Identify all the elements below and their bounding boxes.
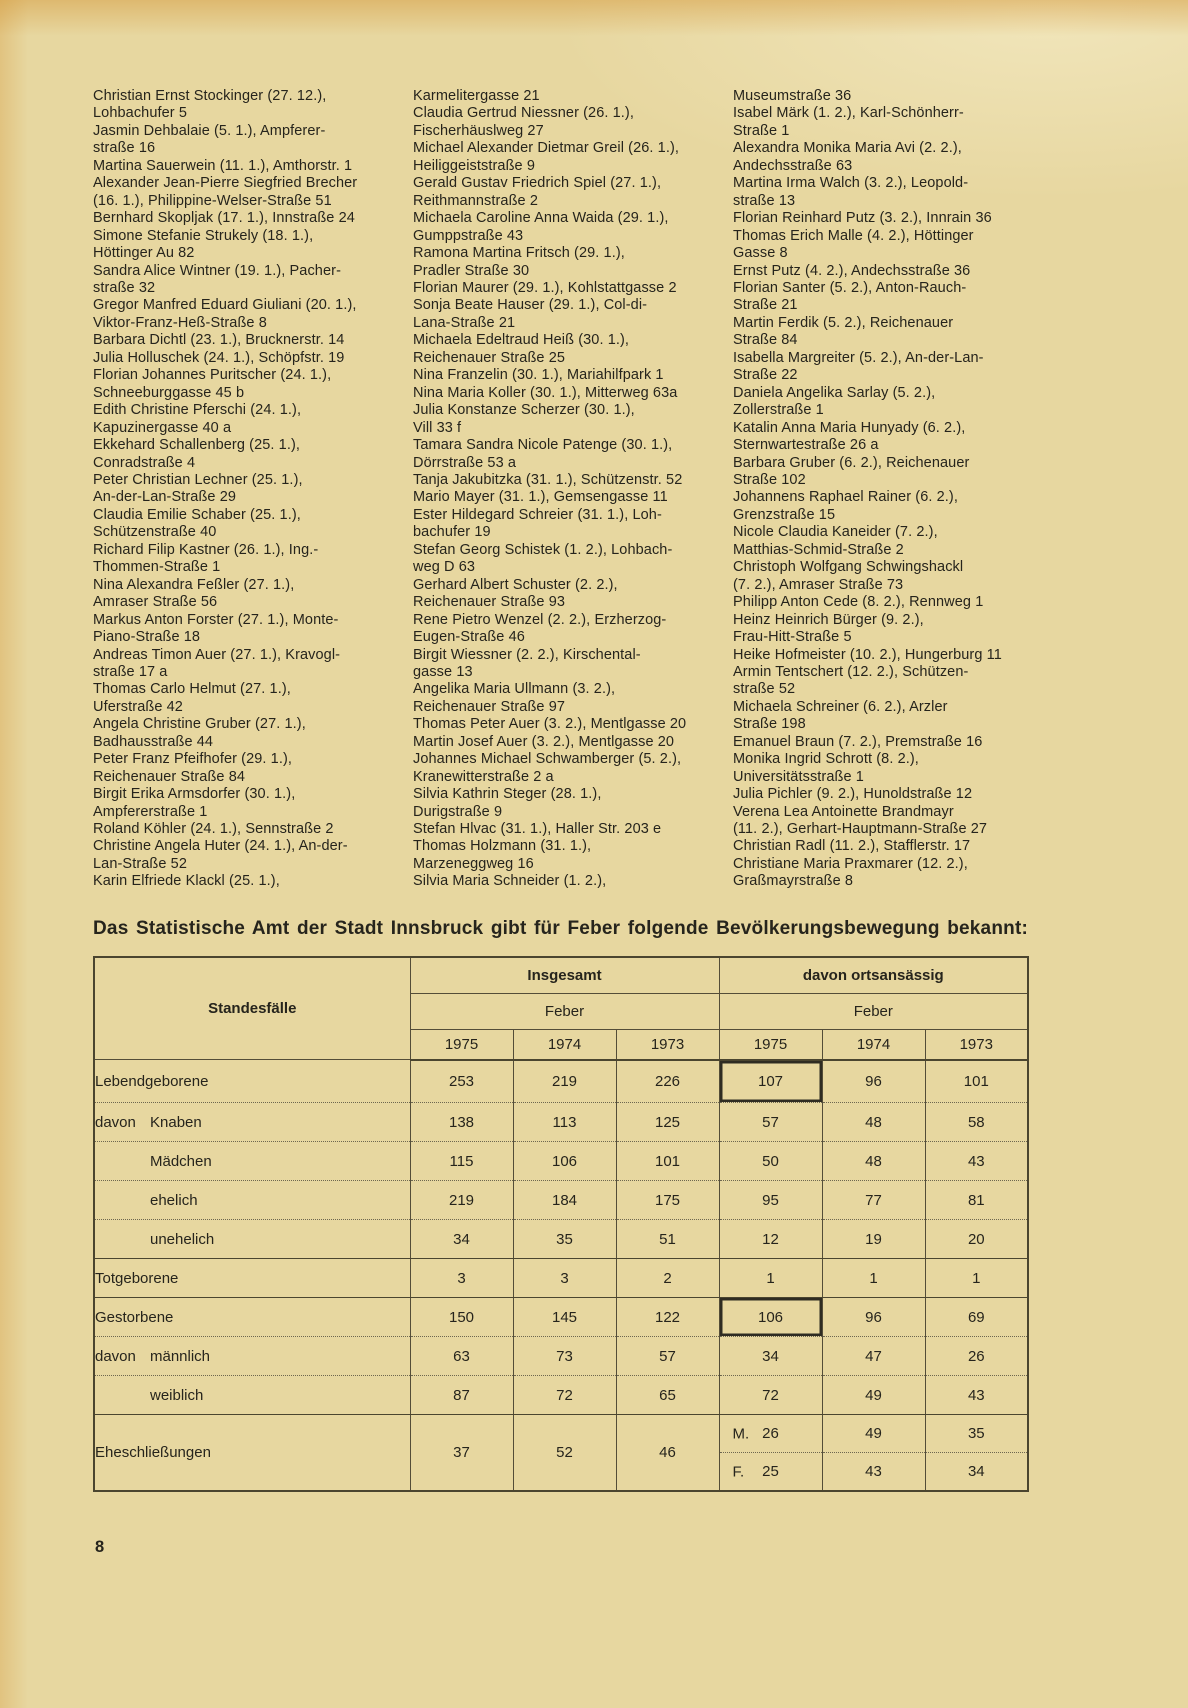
- stat-cell: 253: [410, 1060, 513, 1103]
- stat-cell: 101: [616, 1142, 719, 1181]
- entry-line: Angela Christine Gruber (27. 1.),: [93, 716, 306, 733]
- entry-line: Florian Johannes Puritscher (24. 1.),: [93, 367, 332, 384]
- entry-line: Tanja Jakubitzka (31. 1.), Schützenstr. 52: [413, 471, 683, 488]
- entry-line: Stefan Hlvac (31. 1.), Haller Str. 203 e: [413, 821, 662, 838]
- entry-line: Claudia Gertrud Niessner (26. 1.),: [413, 105, 634, 122]
- entry-line: Conradstraße 4: [93, 454, 196, 471]
- row-label-cell: [94, 1415, 410, 1491]
- entry-line: Lan-Straße 52: [93, 855, 187, 872]
- entry-line: Michaela Edeltraud Heiß (30. 1.),: [413, 332, 630, 349]
- header-row-groups: [94, 957, 1028, 994]
- row-label-cell: [94, 1376, 410, 1415]
- stat-cell: 175: [616, 1181, 719, 1220]
- table-row-totgeborene: [94, 1259, 1028, 1298]
- entry-line: Julia Pichler (9. 2.), Hunoldstraße 12: [733, 786, 973, 803]
- year-header: 1973: [925, 1030, 1028, 1060]
- row-label-cell: [94, 1298, 410, 1337]
- entry-line: Christine Angela Huter (24. 1.), An-der-: [93, 838, 348, 855]
- stat-cell: 52: [513, 1415, 616, 1491]
- row-label: Mädchen: [150, 1152, 212, 1170]
- entry-line: Ekkehard Schallenberg (25. 1.),: [93, 437, 301, 454]
- stat-cell: 43: [925, 1376, 1028, 1415]
- entry-line: An-der-Lan-Straße 29: [93, 489, 237, 506]
- names-column-2: [413, 88, 712, 891]
- entry-line: Heinz Heinrich Bürger (9. 2.),: [733, 611, 924, 628]
- entry-line: Museumstraße 36: [733, 88, 852, 104]
- stat-cell: 20: [925, 1220, 1028, 1259]
- entry-line: straße 16: [93, 140, 156, 157]
- stat-cell: 115: [410, 1142, 513, 1181]
- entry-line: Verena Lea Antoinette Brandmayr: [733, 803, 954, 820]
- birth-announcements-section: [93, 88, 1123, 891]
- row-label-cell: [94, 1060, 410, 1103]
- entry-line: Sternwartestraße 26 a: [733, 437, 879, 454]
- row-label-cell: [94, 1103, 410, 1142]
- entry-line: Sonja Beate Hauser (29. 1.), Col-di-: [413, 297, 648, 314]
- entry-line: Claudia Emilie Schaber (25. 1.),: [93, 506, 301, 523]
- table-row-maedchen: [94, 1142, 1028, 1181]
- entry-line: Kapuzinergasse 40 a: [93, 419, 232, 436]
- stat-cell: 57: [616, 1337, 719, 1376]
- year-header: 1973: [616, 1030, 719, 1060]
- entry-line: Simone Stefanie Strukely (18. 1.),: [93, 227, 314, 244]
- stat-cell: 47: [822, 1337, 925, 1376]
- female-tag: F.: [732, 1463, 745, 1481]
- stat-cell: 34: [719, 1337, 822, 1376]
- stat-cell: 12: [719, 1220, 822, 1259]
- entry-line: bachufer 19: [413, 524, 491, 541]
- stat-cell: 1: [925, 1259, 1028, 1298]
- entry-line: Kranewitterstraße 2 a: [413, 768, 554, 785]
- names-column-1: [93, 88, 392, 891]
- stat-cell-female: [719, 1453, 822, 1491]
- row-label-cell: [94, 1259, 410, 1298]
- entry-line: Straße 84: [733, 332, 798, 349]
- entry-line: Birgit Wiessner (2. 2.), Kirschental-: [413, 646, 641, 663]
- entry-line: Thomas Erich Malle (4. 2.), Höttinger: [733, 227, 974, 244]
- stat-cell: 69: [925, 1298, 1028, 1337]
- entry-line: Emanuel Braun (7. 2.), Premstraße 16: [733, 733, 983, 750]
- entry-line: Pradler Straße 30: [413, 262, 530, 279]
- stat-cell-male: 49: [822, 1415, 925, 1453]
- entry-line: Nina Franzelin (30. 1.), Mariahilfpark 1: [413, 367, 664, 384]
- row-prefix: davon: [95, 1113, 136, 1131]
- male-value: 26: [762, 1425, 779, 1443]
- entry-line: Florian Reinhard Putz (3. 2.), Innrain 36: [733, 210, 992, 227]
- entry-line: Barbara Dichtl (23. 1.), Brucknerstr. 14: [93, 332, 345, 349]
- entry-line: Marzeneggweg 16: [413, 855, 534, 872]
- entry-line: Schützenstraße 40: [93, 524, 217, 541]
- entry-line: Isabel Märk (1. 2.), Karl-Schönherr-: [733, 105, 964, 122]
- entry-line: (16. 1.), Philippine-Welser-Straße 51: [93, 192, 332, 209]
- entry-line: Graßmayrstraße 8: [733, 873, 854, 890]
- entry-line: Bernhard Skopljak (17. 1.), Innstraße 24: [93, 210, 355, 227]
- stat-cell: 63: [410, 1337, 513, 1376]
- names-column-3: [733, 88, 1032, 891]
- entry-line: Reichenauer Straße 93: [413, 594, 566, 611]
- row-label: männlich: [150, 1347, 211, 1365]
- entry-line: gasse 13: [413, 663, 473, 680]
- stat-cell: 87: [410, 1376, 513, 1415]
- stat-cell: 50: [719, 1142, 822, 1181]
- entry-line: Gerald Gustav Friedrich Spiel (27. 1.),: [413, 175, 662, 192]
- stat-cell: 57: [719, 1103, 822, 1142]
- entry-line: (11. 2.), Gerhart-Hauptmann-Straße 27: [733, 821, 988, 838]
- entry-line: straße 17 a: [93, 663, 168, 680]
- entry-line: Nicole Claudia Kaneider (7. 2.),: [733, 524, 938, 541]
- table-row-knaben: [94, 1103, 1028, 1142]
- entry-line: Nina Alexandra Feßler (27. 1.),: [93, 576, 295, 593]
- year-header: 1975: [410, 1030, 513, 1060]
- entry-line: Peter Franz Pfeifhofer (29. 1.),: [93, 751, 293, 768]
- month-header-right: Feber: [719, 994, 1028, 1030]
- stat-cell: 19: [822, 1220, 925, 1259]
- entry-line: Eugen-Straße 46: [413, 629, 525, 646]
- stat-cell: 72: [719, 1376, 822, 1415]
- entry-line: Heiliggeiststraße 9: [413, 157, 535, 174]
- entry-line: Monika Ingrid Schrott (8. 2.),: [733, 751, 919, 768]
- entry-line: Gasse 8: [733, 245, 788, 262]
- entry-line: Michaela Caroline Anna Waida (29. 1.),: [413, 210, 669, 227]
- row-label: Totgeborene: [95, 1269, 179, 1287]
- row-label: weiblich: [150, 1386, 204, 1404]
- entry-line: Reichenauer Straße 25: [413, 349, 566, 366]
- entry-line: Ampfererstraße 1: [93, 803, 208, 820]
- entry-line: Daniela Angelika Sarlay (5. 2.),: [733, 384, 936, 401]
- entry-line: Badhausstraße 44: [93, 733, 214, 750]
- stat-cell-male: [719, 1415, 822, 1453]
- entry-line: Johannes Michael Schwamberger (5. 2.),: [413, 751, 682, 768]
- stat-cell: 72: [513, 1376, 616, 1415]
- entry-line: Thomas Peter Auer (3. 2.), Mentlgasse 20: [413, 716, 687, 733]
- entry-line: Lohbachufer 5: [93, 105, 188, 122]
- entry-line: Birgit Erika Armsdorfer (30. 1.),: [93, 786, 296, 803]
- entry-line: Universitätsstraße 1: [733, 768, 864, 785]
- entry-line: Christian Ernst Stockinger (27. 12.),: [93, 88, 327, 104]
- row-label-cell: [94, 1142, 410, 1181]
- stat-cell: 125: [616, 1103, 719, 1142]
- entry-line: straße 32: [93, 279, 156, 296]
- stat-cell: 51: [616, 1220, 719, 1259]
- column-header-ortsansaessig: davon ortsansässig: [719, 957, 1028, 994]
- entry-line: Julia Holluschek (24. 1.), Schöpfstr. 19: [93, 349, 345, 366]
- entry-line: Katalin Anna Maria Hunyady (6. 2.),: [733, 419, 966, 436]
- entry-line: Reithmannstraße 2: [413, 192, 539, 209]
- entry-line: Richard Filip Kastner (26. 1.), Ing.-: [93, 541, 319, 558]
- row-prefix: davon: [95, 1347, 136, 1365]
- entry-line: Philipp Anton Cede (8. 2.), Rennweg 1: [733, 594, 984, 611]
- entry-line: Nina Maria Koller (30. 1.), Mitterweg 63a: [413, 384, 678, 401]
- entry-line: Roland Köhler (24. 1.), Sennstraße 2: [93, 821, 334, 838]
- table-row-lebendgeborene: [94, 1060, 1028, 1103]
- entry-line: Rene Pietro Wenzel (2. 2.), Erzherzog-: [413, 611, 667, 628]
- stat-cell-highlighted: 107: [719, 1060, 822, 1103]
- stat-cell: 65: [616, 1376, 719, 1415]
- entry-line: Alexander Jean-Pierre Siegfried Brecher: [93, 175, 358, 192]
- stat-cell: 35: [513, 1220, 616, 1259]
- stat-cell: 2: [616, 1259, 719, 1298]
- stat-cell: 145: [513, 1298, 616, 1337]
- column-header-standesfaelle: Standesfälle: [94, 957, 410, 1060]
- stat-cell-female: 34: [925, 1453, 1028, 1491]
- entry-line: Zollerstraße 1: [733, 402, 824, 419]
- stat-cell: 96: [822, 1298, 925, 1337]
- month-header-left: Feber: [410, 994, 719, 1030]
- entry-line: Mario Mayer (31. 1.), Gemsengasse 11: [413, 489, 668, 506]
- stat-cell: 37: [410, 1415, 513, 1491]
- entry-line: Martina Sauerwein (11. 1.), Amthorstr. 1: [93, 157, 353, 174]
- stat-cell-highlighted: 106: [719, 1298, 822, 1337]
- entry-line: Florian Santer (5. 2.), Anton-Rauch-: [733, 279, 967, 296]
- stat-cell: 3: [410, 1259, 513, 1298]
- entry-line: Ramona Martina Fritsch (29. 1.),: [413, 245, 625, 262]
- entry-line: Christoph Wolfgang Schwingshackl: [733, 559, 964, 576]
- entry-line: Matthias-Schmid-Straße 2: [733, 541, 904, 558]
- entry-line: Straße 1: [733, 122, 790, 139]
- year-header: 1974: [822, 1030, 925, 1060]
- row-label: Eheschließungen: [95, 1444, 211, 1462]
- entry-line: Christian Radl (11. 2.), Stafflerstr. 17: [733, 838, 971, 855]
- entry-line: Alexandra Monika Maria Avi (2. 2.),: [733, 140, 962, 157]
- row-label: Knaben: [150, 1113, 202, 1131]
- stat-cell: 43: [925, 1142, 1028, 1181]
- entry-line: weg D 63: [413, 559, 476, 576]
- population-statistics-table: [93, 956, 1029, 1492]
- entry-line: Frau-Hitt-Straße 5: [733, 629, 852, 646]
- entry-line: Uferstraße 42: [93, 698, 183, 715]
- entry-line: Reichenauer Straße 97: [413, 698, 566, 715]
- entry-line: Karin Elfriede Klackl (25. 1.),: [93, 873, 280, 890]
- entry-line: Julia Konstanze Scherzer (30. 1.),: [413, 402, 635, 419]
- entry-line: Durigstraße 9: [413, 803, 503, 820]
- entry-line: Ernst Putz (4. 2.), Andechsstraße 36: [733, 262, 971, 279]
- entry-line: Jasmin Dehbalaie (5. 1.), Ampferer-: [93, 122, 326, 139]
- entry-line: Johannens Raphael Rainer (6. 2.),: [733, 489, 958, 506]
- entry-line: Dörrstraße 53 a: [413, 454, 517, 471]
- stat-cell: 96: [822, 1060, 925, 1103]
- row-label-cell: [94, 1220, 410, 1259]
- entry-line: Edith Christine Pferschi (24. 1.),: [93, 402, 302, 419]
- entry-line: Straße 21: [733, 297, 798, 314]
- stat-cell: 219: [513, 1060, 616, 1103]
- entry-line: Heike Hofmeister (10. 2.), Hungerburg 11: [733, 646, 1002, 663]
- stat-cell: 122: [616, 1298, 719, 1337]
- entry-line: Gumppstraße 43: [413, 227, 524, 244]
- stat-cell: 26: [925, 1337, 1028, 1376]
- entry-line: straße 13: [733, 192, 796, 209]
- stat-cell-female: 43: [822, 1453, 925, 1491]
- stat-cell: 138: [410, 1103, 513, 1142]
- entry-line: Angelika Maria Ullmann (3. 2.),: [413, 681, 616, 698]
- entry-line: straße 52: [733, 681, 796, 698]
- table-row-maennlich: [94, 1337, 1028, 1376]
- entry-line: Silvia Maria Schneider (1. 2.),: [413, 873, 607, 890]
- row-label: Lebendgeborene: [95, 1072, 209, 1090]
- entry-line: Grenzstraße 15: [733, 506, 836, 523]
- entry-line: Reichenauer Straße 84: [93, 768, 246, 785]
- entry-line: Martina Irma Walch (3. 2.), Leopold-: [733, 175, 969, 192]
- row-label-cell: [94, 1181, 410, 1220]
- entry-line: Martin Josef Auer (3. 2.), Mentlgasse 20: [413, 733, 675, 750]
- row-label: Gestorbene: [95, 1308, 174, 1326]
- entry-line: Viktor-Franz-Heß-Straße 8: [93, 314, 267, 331]
- entry-line: Sandra Alice Wintner (19. 1.), Pacher-: [93, 262, 341, 279]
- stat-cell: 101: [925, 1060, 1028, 1103]
- stat-cell: 77: [822, 1181, 925, 1220]
- entry-line: (7. 2.), Amraser Straße 73: [733, 576, 904, 593]
- stat-cell: 95: [719, 1181, 822, 1220]
- entry-line: Lana-Straße 21: [413, 314, 516, 331]
- stat-cell: 219: [410, 1181, 513, 1220]
- column-header-insgesamt: Insgesamt: [410, 957, 719, 994]
- stat-cell: 73: [513, 1337, 616, 1376]
- entry-line: Armin Tentschert (12. 2.), Schützen-: [733, 663, 969, 680]
- stat-cell: 150: [410, 1298, 513, 1337]
- stat-cell-male: 35: [925, 1415, 1028, 1453]
- entry-line: Martin Ferdik (5. 2.), Reichenauer: [733, 314, 954, 331]
- entry-line: Andreas Timon Auer (27. 1.), Kravogl-: [93, 646, 341, 663]
- entry-line: Thomas Holzmann (31. 1.),: [413, 838, 592, 855]
- stat-cell: 3: [513, 1259, 616, 1298]
- table-row-weiblich: [94, 1376, 1028, 1415]
- year-header: 1974: [513, 1030, 616, 1060]
- entry-line: Isabella Margreiter (5. 2.), An-der-Lan-: [733, 349, 984, 366]
- entry-line: Karmelitergasse 21: [413, 88, 540, 104]
- entry-line: Barbara Gruber (6. 2.), Reichenauer: [733, 454, 970, 471]
- table-row-gestorbene: [94, 1298, 1028, 1337]
- stat-cell: 49: [822, 1376, 925, 1415]
- entry-line: Vill 33 f: [413, 419, 462, 436]
- entry-line: Michaela Schreiner (6. 2.), Arzler: [733, 698, 948, 715]
- entry-line: Thomas Carlo Helmut (27. 1.),: [93, 681, 291, 698]
- row-label: ehelich: [150, 1191, 198, 1209]
- stat-cell: 184: [513, 1181, 616, 1220]
- stat-cell: 106: [513, 1142, 616, 1181]
- row-label-cell: [94, 1337, 410, 1376]
- entry-line: Straße 198: [733, 716, 806, 733]
- entry-line: Markus Anton Forster (27. 1.), Monte-: [93, 611, 339, 628]
- entry-line: Piano-Straße 18: [93, 629, 201, 646]
- female-value: 25: [762, 1463, 779, 1481]
- table-row-unehelich: [94, 1220, 1028, 1259]
- entry-line: Gregor Manfred Eduard Giuliani (20. 1.),: [93, 297, 357, 314]
- entry-line: Andechsstraße 63: [733, 157, 853, 174]
- year-header: 1975: [719, 1030, 822, 1060]
- statistics-heading: Das Statistische Amt der Stadt Innsbruck gibt für Feber folgende Bevölkerungsbewegung bekannt:: [93, 917, 1028, 939]
- stat-cell: 46: [616, 1415, 719, 1491]
- stat-cell: 48: [822, 1103, 925, 1142]
- entry-line: Silvia Kathrin Steger (28. 1.),: [413, 786, 602, 803]
- entry-line: Thommen-Straße 1: [93, 559, 221, 576]
- entry-line: Peter Christian Lechner (25. 1.),: [93, 471, 303, 488]
- page-number: 8: [95, 1538, 105, 1556]
- row-label: unehelich: [150, 1230, 215, 1248]
- entry-line: Fischerhäuslweg 27: [413, 122, 544, 139]
- entry-line: Schneeburggasse 45 b: [93, 384, 245, 401]
- stat-cell: 34: [410, 1220, 513, 1259]
- stat-cell: 1: [822, 1259, 925, 1298]
- entry-line: Straße 102: [733, 471, 806, 488]
- entry-line: Amraser Straße 56: [93, 594, 218, 611]
- entry-line: Straße 22: [733, 367, 798, 384]
- entry-line: Christiane Maria Praxmarer (12. 2.),: [733, 855, 968, 872]
- stat-cell: 81: [925, 1181, 1028, 1220]
- entry-line: Stefan Georg Schistek (1. 2.), Lohbach-: [413, 541, 673, 558]
- table-row-ehelich: [94, 1181, 1028, 1220]
- stat-cell: 58: [925, 1103, 1028, 1142]
- stat-cell: 1: [719, 1259, 822, 1298]
- stat-cell: 226: [616, 1060, 719, 1103]
- entry-line: Ester Hildegard Schreier (31. 1.), Loh-: [413, 506, 662, 523]
- stat-cell: 48: [822, 1142, 925, 1181]
- entry-line: Gerhard Albert Schuster (2. 2.),: [413, 576, 618, 593]
- stat-cell: 113: [513, 1103, 616, 1142]
- entry-line: Florian Maurer (29. 1.), Kohlstattgasse 2: [413, 279, 677, 296]
- entry-line: Tamara Sandra Nicole Patenge (30. 1.),: [413, 437, 673, 454]
- entry-line: Michael Alexander Dietmar Greil (26. 1.),: [413, 140, 680, 157]
- table-row-eheschliessungen-male: [94, 1415, 1028, 1453]
- entry-line: Höttinger Au 82: [93, 245, 195, 262]
- male-tag: M.: [732, 1425, 750, 1443]
